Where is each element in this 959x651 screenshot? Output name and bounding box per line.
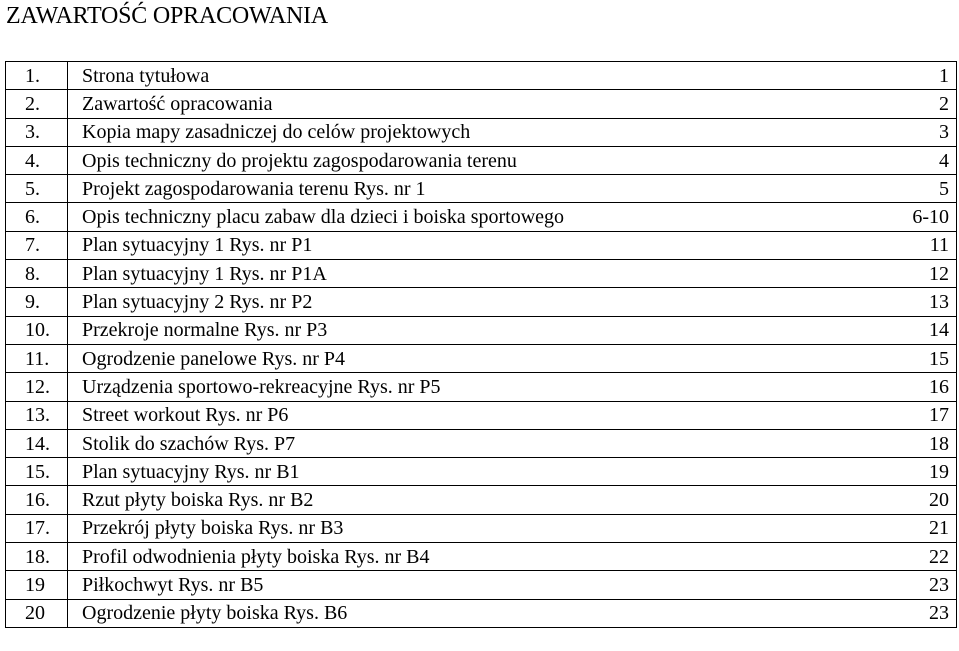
- entry-title: Plan sytuacyjny Rys. nr B1: [68, 458, 838, 486]
- table-row: [6, 203, 957, 231]
- entry-page: 23: [838, 571, 957, 599]
- entry-title: Rzut płyty boiska Rys. nr B2: [68, 486, 838, 514]
- entry-title: Przekrój płyty boiska Rys. nr B3: [68, 514, 838, 542]
- entry-page: 4: [838, 146, 957, 174]
- table-row: [6, 599, 957, 627]
- document-title: ZAWARTOŚĆ OPRACOWANIA: [6, 3, 329, 29]
- entry-title: Strona tytułowa: [68, 62, 838, 90]
- entry-number: 17.: [6, 514, 68, 542]
- entry-page: 1: [838, 62, 957, 90]
- toc-body: [6, 62, 957, 628]
- entry-number: 9.: [6, 288, 68, 316]
- table-row: [6, 543, 957, 571]
- entry-title: Plan sytuacyjny 1 Rys. nr P1: [68, 231, 838, 259]
- entry-number: 3.: [6, 118, 68, 146]
- entry-page: 17: [838, 401, 957, 429]
- table-row: [6, 316, 957, 344]
- entry-title: Przekroje normalne Rys. nr P3: [68, 316, 838, 344]
- entry-title: Urządzenia sportowo-rekreacyjne Rys. nr P5: [68, 373, 838, 401]
- table-row: [6, 429, 957, 457]
- entry-page: 3: [838, 118, 957, 146]
- table-row: [6, 175, 957, 203]
- table-row: [6, 458, 957, 486]
- entry-number: 20: [6, 599, 68, 627]
- entry-page: 2: [838, 90, 957, 118]
- entry-title: Projekt zagospodarowania terenu Rys. nr 1: [68, 175, 838, 203]
- table-row: [6, 118, 957, 146]
- entry-number: 4.: [6, 146, 68, 174]
- entry-title: Street workout Rys. nr P6: [68, 401, 838, 429]
- table-of-contents: [5, 61, 957, 628]
- entry-title: Profil odwodnienia płyty boiska Rys. nr B4: [68, 543, 838, 571]
- table-row: [6, 373, 957, 401]
- entry-page: 20: [838, 486, 957, 514]
- entry-number: 6.: [6, 203, 68, 231]
- table-row: [6, 146, 957, 174]
- entry-page: 16: [838, 373, 957, 401]
- entry-title: Zawartość opracowania: [68, 90, 838, 118]
- table-row: [6, 62, 957, 90]
- entry-number: 15.: [6, 458, 68, 486]
- entry-title: Plan sytuacyjny 1 Rys. nr P1A: [68, 260, 838, 288]
- entry-page: 18: [838, 429, 957, 457]
- table-row: [6, 486, 957, 514]
- entry-page: 14: [838, 316, 957, 344]
- entry-number: 8.: [6, 260, 68, 288]
- entry-page: 23: [838, 599, 957, 627]
- table-row: [6, 514, 957, 542]
- entry-page: 5: [838, 175, 957, 203]
- entry-page: 12: [838, 260, 957, 288]
- entry-number: 7.: [6, 231, 68, 259]
- entry-title: Opis techniczny do projektu zagospodarowania terenu: [68, 146, 838, 174]
- entry-title: Ogrodzenie panelowe Rys. nr P4: [68, 344, 838, 372]
- table-row: [6, 401, 957, 429]
- entry-number: 19: [6, 571, 68, 599]
- entry-page: 15: [838, 344, 957, 372]
- entry-number: 16.: [6, 486, 68, 514]
- entry-page: 13: [838, 288, 957, 316]
- entry-title: Plan sytuacyjny 2 Rys. nr P2: [68, 288, 838, 316]
- entry-number: 18.: [6, 543, 68, 571]
- table-row: [6, 288, 957, 316]
- table-row: [6, 260, 957, 288]
- entry-number: 13.: [6, 401, 68, 429]
- table-row: [6, 90, 957, 118]
- entry-number: 10.: [6, 316, 68, 344]
- table-row: [6, 231, 957, 259]
- table-row: [6, 344, 957, 372]
- entry-page: 22: [838, 543, 957, 571]
- entry-number: 1.: [6, 62, 68, 90]
- entry-title: Opis techniczny placu zabaw dla dzieci i boiska sportowego: [68, 203, 838, 231]
- entry-number: 14.: [6, 429, 68, 457]
- entry-page: 21: [838, 514, 957, 542]
- entry-number: 2.: [6, 90, 68, 118]
- entry-title: Kopia mapy zasadniczej do celów projektowych: [68, 118, 838, 146]
- entry-page: 19: [838, 458, 957, 486]
- entry-number: 5.: [6, 175, 68, 203]
- entry-page: 6-10: [838, 203, 957, 231]
- entry-number: 11.: [6, 344, 68, 372]
- entry-page: 11: [838, 231, 957, 259]
- entry-number: 12.: [6, 373, 68, 401]
- entry-title: Piłkochwyt Rys. nr B5: [68, 571, 838, 599]
- entry-title: Stolik do szachów Rys. P7: [68, 429, 838, 457]
- entry-title: Ogrodzenie płyty boiska Rys. B6: [68, 599, 838, 627]
- table-row: [6, 571, 957, 599]
